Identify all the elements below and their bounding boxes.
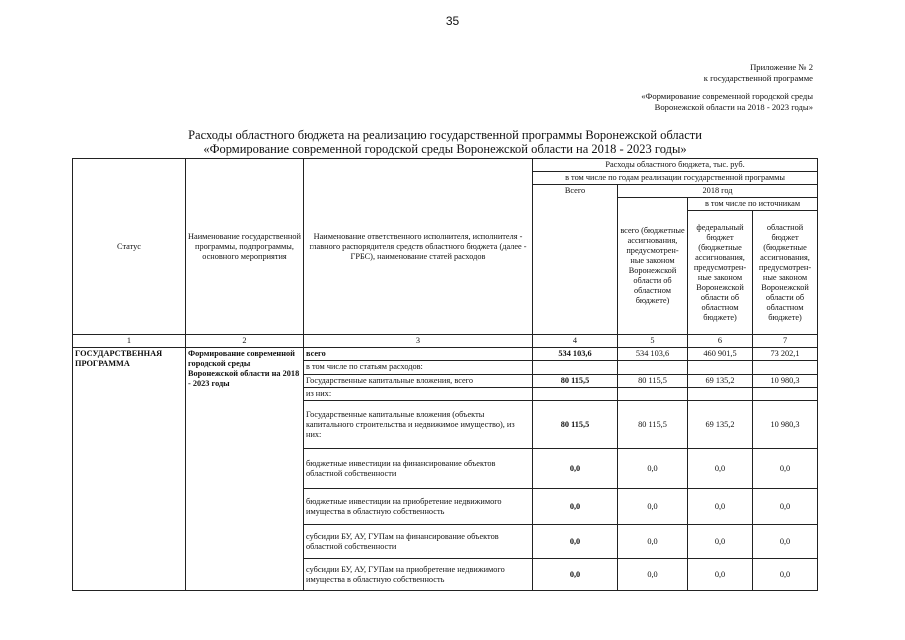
appendix-line: «Формирование современной городской среды [641, 91, 813, 101]
cell-regional: 0,0 [753, 525, 818, 559]
document-title [100, 128, 790, 156]
cell-total: 0,0 [533, 489, 618, 525]
header-col-regional: областной бюджет (бюджетные ассигнования, предусмотрен-ные законом Воронежской области об областном бюджете) [753, 211, 818, 335]
title-line: «Формирование современной городской среды Воронежской области на 2018 - 2023 годы» [203, 142, 687, 156]
column-number: 5 [618, 335, 688, 348]
page-number: 35 [445, 14, 460, 28]
cell-all: 0,0 [618, 489, 688, 525]
cell-federal [688, 388, 753, 401]
header-by-years: в том числе по годам реализации государственной программы [533, 172, 818, 185]
header-col-federal: федеральный бюджет (бюджетные ассигнования, предусмотрен-ные законом Воронежской области об областном бюджете) [688, 211, 753, 335]
appendix-line: Приложение № 2 [750, 62, 813, 72]
cell-total: 0,0 [533, 559, 618, 591]
budget-table [72, 158, 818, 591]
cell-federal: 69 135,2 [688, 401, 753, 449]
cell-regional: 0,0 [753, 489, 818, 525]
header-year: 2018 год [618, 185, 818, 198]
cell-total [533, 388, 618, 401]
cell-total: 0,0 [533, 449, 618, 489]
row-label: Государственные капитальные вложения, всего [304, 375, 533, 388]
column-number: 2 [186, 335, 304, 348]
cell-all: 0,0 [618, 449, 688, 489]
cell-federal: 0,0 [688, 559, 753, 591]
row-label: всего [304, 348, 533, 361]
appendix-line: к государственной программе [703, 73, 813, 83]
cell-federal: 69 135,2 [688, 375, 753, 388]
row-label: бюджетные инвестиции на приобретение недвижимого имущества в областную собственность [304, 489, 533, 525]
header-program-name: Наименование государственной программы, подпрограммы, основного мероприятия [186, 159, 304, 335]
cell-total [533, 361, 618, 375]
column-number: 4 [533, 335, 618, 348]
cell-all: 80 115,5 [618, 401, 688, 449]
cell-federal [688, 361, 753, 375]
cell-regional: 10 980,3 [753, 401, 818, 449]
appendix-header [704, 62, 813, 84]
cell-all: 534 103,6 [618, 348, 688, 361]
cell-regional: 73 202,1 [753, 348, 818, 361]
row-label: Государственные капитальные вложения (объекты капитального строительства и недвижимое имущество), из них: [304, 401, 533, 449]
cell-all [618, 361, 688, 375]
title-line: Расходы областного бюджета на реализацию государственной программы Воронежской области [188, 128, 702, 142]
cell-regional: 0,0 [753, 559, 818, 591]
cell-federal: 460 901,5 [688, 348, 753, 361]
cell-regional: 0,0 [753, 449, 818, 489]
column-number: 1 [73, 335, 186, 348]
row-label: в том числе по статьям расходов: [304, 361, 533, 375]
cell-regional: 10 980,3 [753, 375, 818, 388]
cell-all: 0,0 [618, 525, 688, 559]
row-label: субсидии БУ, АУ, ГУПам на приобретение недвижимого имущества в областную собственность [304, 559, 533, 591]
cell-all: 80 115,5 [618, 375, 688, 388]
cell-total: 0,0 [533, 525, 618, 559]
cell-regional [753, 361, 818, 375]
cell-all [618, 388, 688, 401]
column-number: 7 [753, 335, 818, 348]
header-expenses: Расходы областного бюджета, тыс. руб. [533, 159, 818, 172]
cell-total: 534 103,6 [533, 348, 618, 361]
column-number: 3 [304, 335, 533, 348]
cell-federal: 0,0 [688, 525, 753, 559]
header-by-sources: в том числе по источникам [688, 198, 818, 211]
cell-federal: 0,0 [688, 449, 753, 489]
column-number: 6 [688, 335, 753, 348]
program-cell: Формирование современной городской среды Воронежской области на 2018 - 2023 годы [186, 348, 304, 591]
row-label: субсидии БУ, АУ, ГУПам на финансирование объектов областной собственности [304, 525, 533, 559]
cell-total: 80 115,5 [533, 375, 618, 388]
header-col-all: всего (бюджетные ассигнования, предусмотрен-ные законом Воронежской области об областном бюджете) [618, 198, 688, 335]
table-row [73, 348, 818, 361]
row-label: из них: [304, 388, 533, 401]
appendix-line: Воронежской области на 2018 - 2023 годы» [654, 102, 813, 112]
cell-regional [753, 388, 818, 401]
cell-all: 0,0 [618, 559, 688, 591]
cell-total: 80 115,5 [533, 401, 618, 449]
header-status: Статус [73, 159, 186, 335]
appendix-program-name [641, 91, 813, 113]
header-total: Всего [533, 185, 618, 335]
row-label: бюджетные инвестиции на финансирование объектов областной собственности [304, 449, 533, 489]
status-cell: ГОСУДАРСТВЕННАЯ ПРОГРАММА [73, 348, 186, 591]
header-executor: Наименование ответственного исполнителя, исполнителя - главного распорядителя средств областного бюджета (далее - ГРБС), наименование статей расходов [304, 159, 533, 335]
cell-federal: 0,0 [688, 489, 753, 525]
